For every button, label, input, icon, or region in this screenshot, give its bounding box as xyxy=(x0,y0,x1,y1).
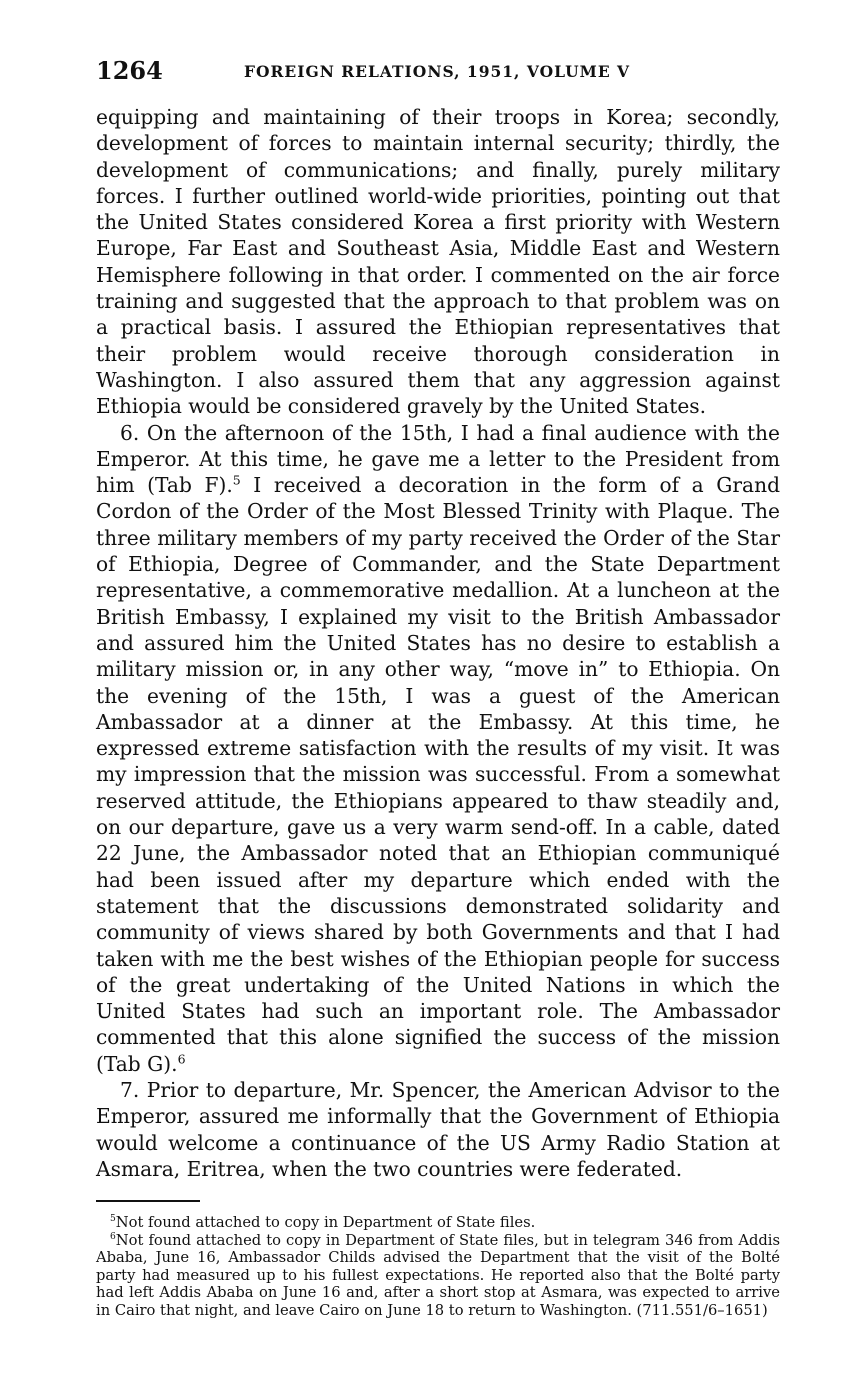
page-number: 1264 xyxy=(96,56,163,85)
running-head: FOREIGN RELATIONS, 1951, VOLUME V xyxy=(244,62,631,81)
footnote-text-5: Not found attached to copy in Department of State files. xyxy=(115,1214,536,1232)
paragraph-6 xyxy=(96,420,780,1077)
footnote-marker-6: 6 xyxy=(110,1231,116,1242)
paragraph-7: 7. Prior to departure, Mr. Spencer, the American Advisor to the Emperor, assured me informally that the Government of Ethiopia would welcome a continuance of the US Army Radio Station at Asmara, Eritrea, when the two countries were federated. xyxy=(96,1077,780,1181)
paragraph-6-part-2: I received a decoration in the form of a Grand Cordon of the Order of the Most Blessed Trinity with Plaque. The three military members of my party received the Order of the Star of Ethiopia, Degree of Commander, and the State Department representative, a commemorative medallion. At a luncheon at the British Embassy, I explained my visit to the British Ambassador and assured him the United States has no desire to establish a military mission or, in any other way, “move in” to Ethiopia. On the evening of the 15th, I was a guest of the American Ambassador at a dinner at the Embassy. At this time, he expressed extreme satisfaction with the results of my visit. It was my impression that the mission was successful. From a somewhat reserved attitude, the Ethiopians appeared to thaw steadily and, on our departure, gave us a very warm send-off. In a cable, dated 22 June, the Ambassador noted that an Ethiopian communiqué had been issued after my departure which ended with the statement that the discussions demonstrated solidarity and community of views shared by both Governments and that I had taken with me the best wishes of the Ethiopian people for success of the great undertaking of the United Nations in which the United States had such an important role. The Ambassador commented that this alone signified the success of the mission (Tab G). xyxy=(96,473,781,1076)
footnote-marker-5: 5 xyxy=(110,1214,116,1225)
body-text xyxy=(96,104,780,1182)
footnotes xyxy=(96,1214,780,1319)
footnote-6 xyxy=(96,1232,780,1320)
page-header xyxy=(96,52,780,92)
document-page xyxy=(96,52,780,1319)
footnote-5 xyxy=(96,1214,780,1232)
paragraph-6-part-1: 6. On the afternoon of the 15th, I had a final audience with the Emperor. At this time, he gave me a letter to the President from him (Tab F). xyxy=(96,420,780,498)
footnote-ref-5: 5 xyxy=(232,472,241,488)
footnote-ref-6: 6 xyxy=(177,1050,186,1066)
footnote-text-6: Not found attached to copy in Department of State files, but in telegram 346 from Addis Ababa, June 16, Ambassador Childs advised the Department that the visit of the Bolté party had measured up to his fullest expectations. He reported also that the Bolté party had left Addis Ababa on June 16 and, after a short stop at Asmara, was expected to arrive in Cairo that night, and leave Cairo on June 18 to return to Washington. (711.551/6–1651) xyxy=(96,1231,780,1319)
footnote-divider xyxy=(96,1200,200,1202)
paragraph-continued: equipping and maintaining of their troops in Korea; secondly, development of forces to maintain internal security; thirdly, the development of communications; and finally, purely military forces. I further outlined world-wide priorities, pointing out that the United States considered Korea a first priority with Western Europe, Far East and Southeast Asia, Middle East and Western Hemisphere following in that order. I commented on the air force training and suggested that the approach to that problem was on a practical basis. I assured the Ethiopian representatives that their problem would receive thorough consideration in Washington. I also assured them that any aggression against Ethiopia would be considered gravely by the United States. xyxy=(96,105,780,419)
